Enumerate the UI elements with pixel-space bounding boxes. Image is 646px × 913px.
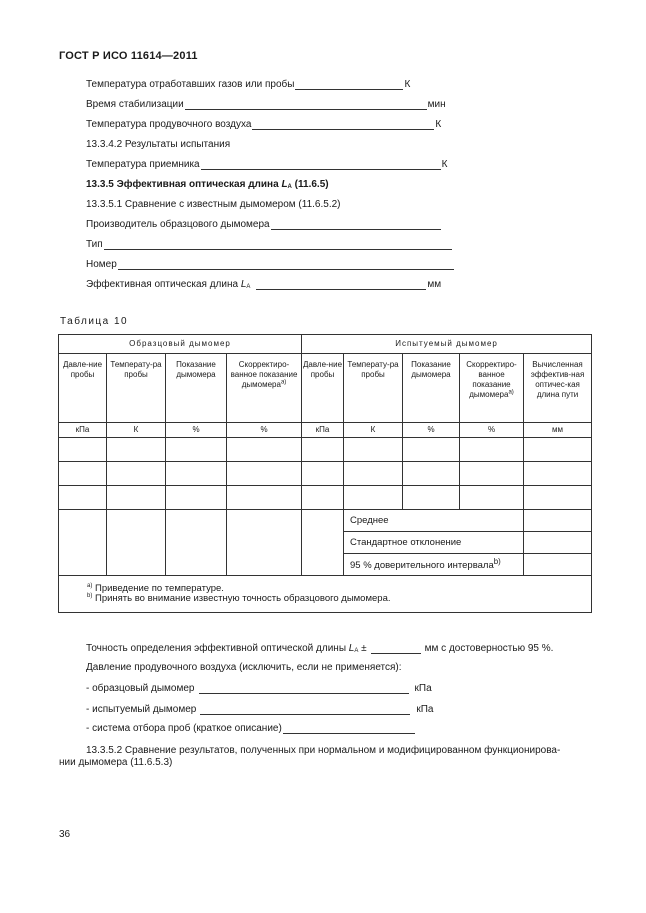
results-table <box>58 334 592 613</box>
data-cell[interactable] <box>403 438 460 462</box>
compare-heading: 13.3.5.1 Сравнение с известным дымомером (11.6.5.2) <box>86 199 341 210</box>
footnote-a-marker: a) <box>87 582 93 589</box>
unit-cell: мм <box>524 423 592 438</box>
accuracy-symbol: L <box>348 643 355 654</box>
group-test-meter: Испытуемый дымомер <box>302 335 592 354</box>
data-cell[interactable] <box>344 438 403 462</box>
data-cell[interactable] <box>460 462 524 486</box>
test-meter-label: - испытуемый дымомер <box>86 704 197 715</box>
unit-cell: % <box>460 423 524 438</box>
ref-meter-label: - образцовый дымомер <box>86 683 195 694</box>
table-row <box>59 486 592 510</box>
stab-time-label: Время стабилизации <box>86 99 184 110</box>
receiver-temp-blank[interactable] <box>201 160 441 170</box>
data-cell[interactable] <box>302 486 344 510</box>
test-meter-blank[interactable] <box>200 705 410 715</box>
receiver-temp-label: Температура приемника <box>86 159 200 170</box>
type-blank[interactable] <box>104 240 452 250</box>
empty-cell <box>302 510 344 576</box>
sampling-label: - система отбора проб (краткое описание) <box>86 723 282 734</box>
unit-cell: К <box>107 423 166 438</box>
page-number: 36 <box>59 829 71 840</box>
eff-len-blank[interactable] <box>256 280 426 290</box>
ref-meter-blank[interactable] <box>199 684 409 694</box>
accuracy-post: мм с достоверностью 95 %. <box>424 643 554 654</box>
data-cell[interactable] <box>302 438 344 462</box>
col-header-temperature: Температу-ра пробы <box>107 354 166 423</box>
data-cell[interactable] <box>227 438 302 462</box>
accuracy-line <box>86 643 553 654</box>
number-label: Номер <box>86 259 117 270</box>
section-symbol-sub: A <box>287 184 292 190</box>
footnote-b <box>87 594 591 604</box>
eff-len-symbol-sub: A <box>246 284 251 290</box>
unit-cell: К <box>344 423 403 438</box>
data-cell[interactable] <box>460 438 524 462</box>
compare2-line2: нии дымомера (11.6.5.3) <box>59 757 173 768</box>
stat-ci-label <box>344 554 524 576</box>
purge-temp-label: Температура продувочного воздуха <box>86 119 252 130</box>
unit-cell: кПа <box>59 423 107 438</box>
data-cell[interactable] <box>166 438 227 462</box>
footnote-marker-a: a) <box>280 379 287 386</box>
data-cell[interactable] <box>59 438 107 462</box>
col-header-pressure-test: Давле-ние пробы <box>302 354 344 423</box>
accuracy-pre: Точность определения эффективной оптической длины <box>86 643 346 654</box>
accuracy-blank[interactable] <box>371 644 421 654</box>
stab-time-blank[interactable] <box>185 100 427 110</box>
footnote-marker-a-test: a) <box>508 389 514 396</box>
data-cell[interactable] <box>107 510 166 576</box>
results-heading: 13.3.4.2 Результаты испытания <box>86 139 231 150</box>
col-header-pressure: Давле-ние пробы <box>59 354 107 423</box>
section-ref: (11.6.5) <box>294 179 329 190</box>
data-cell[interactable] <box>59 486 107 510</box>
sampling-blank[interactable] <box>283 724 415 734</box>
footnote-a-text: Приведение по температуре. <box>94 583 224 594</box>
ref-meter-line <box>86 683 432 694</box>
col-header-reading-test: Показание дымомера <box>403 354 460 423</box>
data-cell[interactable] <box>107 462 166 486</box>
table-caption: Таблица 10 <box>60 316 129 327</box>
exhaust-temp-label: Температура отработавших газов или пробы <box>86 79 295 90</box>
col-header-corrected-text: Скорректиро-ванное показание дымомера <box>230 360 298 389</box>
accuracy-symbol-sub: A <box>354 648 359 654</box>
unit-cell: % <box>166 423 227 438</box>
data-cell[interactable] <box>227 462 302 486</box>
purge-pressure-heading: Давление продувочного воздуха (исключить, если не применяется): <box>86 662 402 673</box>
receiver-temp-line <box>86 159 447 170</box>
purge-temp-line <box>86 119 441 130</box>
stat-mean-value[interactable] <box>524 510 592 532</box>
eff-len-unit: мм <box>427 279 442 290</box>
section-title: 13.3.5 Эффективная оптическая длина <box>86 179 279 190</box>
eff-len-line <box>86 279 441 290</box>
data-cell[interactable] <box>227 510 302 576</box>
data-cell[interactable] <box>107 438 166 462</box>
receiver-temp-unit: К <box>441 159 448 170</box>
stab-time-unit: мин <box>427 99 446 110</box>
stat-ci-value[interactable] <box>524 554 592 576</box>
stat-row-mean <box>59 510 592 532</box>
table-footnotes <box>59 576 592 613</box>
footnote-marker-b: b) <box>493 557 501 567</box>
sampling-line <box>86 723 416 734</box>
stat-mean-label: Среднее <box>344 510 524 532</box>
stab-time-line <box>86 99 446 110</box>
section-symbol: L <box>281 179 288 190</box>
type-label: Тип <box>86 239 103 250</box>
accuracy-pm: ± <box>361 643 367 654</box>
footnote-b-marker: b) <box>87 592 93 599</box>
table-row <box>59 462 592 486</box>
data-cell[interactable] <box>166 486 227 510</box>
unit-cell: % <box>227 423 302 438</box>
table-row <box>59 438 592 462</box>
stat-std-value[interactable] <box>524 532 592 554</box>
maker-label: Производитель образцового дымомера <box>86 219 270 230</box>
number-line <box>86 259 455 270</box>
compare2-line1: 13.3.5.2 Сравнение результатов, полученных при нормальном и модифицированном функционирова- <box>86 745 561 756</box>
data-cell[interactable] <box>524 486 592 510</box>
eff-len-symbol: L <box>240 279 247 290</box>
data-cell[interactable] <box>166 462 227 486</box>
ref-meter-unit: кПа <box>414 683 432 694</box>
data-cell[interactable] <box>403 486 460 510</box>
stat-ci-text: 95 % доверительного интервала <box>350 560 494 572</box>
col-header-corrected-test-text: Скорректиро-ванное показание дымомера <box>466 360 517 399</box>
col-header-reading: Показание дымомера <box>166 354 227 423</box>
exhaust-temp-blank[interactable] <box>295 80 403 90</box>
group-reference-meter: Образцовый дымомер <box>59 335 302 354</box>
data-cell[interactable] <box>460 486 524 510</box>
eff-len-label: Эффективная оптическая длина <box>86 279 239 290</box>
col-header-corrected-test <box>460 354 524 423</box>
data-cell[interactable] <box>344 486 403 510</box>
number-blank[interactable] <box>118 260 454 270</box>
maker-line <box>86 219 442 230</box>
purge-temp-blank[interactable] <box>252 120 434 130</box>
data-cell[interactable] <box>344 462 403 486</box>
unit-cell: кПа <box>302 423 344 438</box>
data-cell[interactable] <box>59 462 107 486</box>
data-cell[interactable] <box>524 462 592 486</box>
data-cell[interactable] <box>107 486 166 510</box>
data-cell[interactable] <box>59 510 107 576</box>
stat-std-label: Стандартное отклонение <box>344 532 524 554</box>
test-meter-unit: кПа <box>416 704 434 715</box>
data-cell[interactable] <box>166 510 227 576</box>
footnote-b-text: Принять во внимание известную точность образцового дымомера. <box>94 593 391 604</box>
unit-cell: % <box>403 423 460 438</box>
col-header-temperature-test: Температу-ра пробы <box>344 354 403 423</box>
section-heading <box>86 179 329 190</box>
maker-blank[interactable] <box>271 220 441 230</box>
exhaust-temp-unit: К <box>404 79 411 90</box>
data-cell[interactable] <box>403 462 460 486</box>
test-meter-line <box>86 704 433 715</box>
col-header-corrected <box>227 354 302 423</box>
data-cell[interactable] <box>227 486 302 510</box>
col-header-calc-length: Вычисленная эффектив-ная оптичес-кая длина пути <box>524 354 592 423</box>
document-header: ГОСТ Р ИСО 11614—2011 <box>59 50 198 62</box>
exhaust-temp-line <box>86 79 410 90</box>
purge-temp-unit: К <box>435 119 442 130</box>
type-line <box>86 239 453 250</box>
data-cell[interactable] <box>524 438 592 462</box>
data-cell[interactable] <box>302 462 344 486</box>
